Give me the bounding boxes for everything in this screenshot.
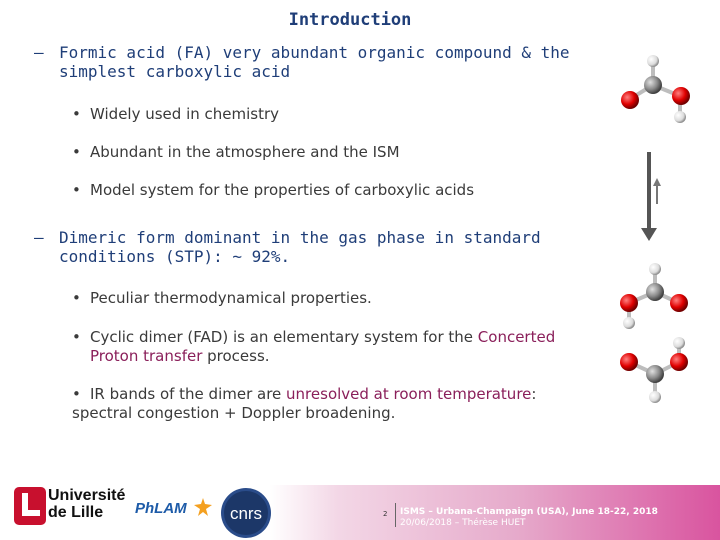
- formic-acid-dimer-image: [612, 258, 692, 408]
- date-author-line: 20/06/2018 – Thérèse HUET: [400, 518, 526, 528]
- conference-line: ISMS – Urbana-Champaign (USA), June 18-22, 2018: [400, 507, 658, 517]
- sub-point: [72, 181, 592, 200]
- hydrogen-atom: [674, 111, 686, 123]
- text-segment: IR bands of the dimer are: [90, 385, 287, 403]
- sub-point: [72, 328, 592, 366]
- sub-point: [72, 289, 592, 308]
- sub-point-text: Model system for the properties of carboxylic acids: [90, 181, 475, 199]
- hydrogen-atom: [623, 317, 635, 329]
- sub-point-text: [72, 385, 592, 423]
- footer-info: [400, 507, 710, 529]
- bullet-marker: •: [72, 385, 81, 403]
- sub-point-text: [72, 328, 592, 366]
- cnrs-logo-icon: [220, 487, 272, 539]
- hydrogen-atom: [673, 337, 685, 349]
- dash-marker: –: [34, 228, 44, 247]
- universite-de-lille-logo: [48, 487, 125, 521]
- oxygen-atom: [621, 91, 639, 109]
- sub-point: [72, 105, 592, 124]
- bullet-marker: •: [72, 143, 81, 161]
- oxygen-atom: [620, 294, 638, 312]
- highlighted-term: unresolved at room temperature: [286, 385, 532, 403]
- text-segment: Cyclic dimer (FAD) is an elementary system for the: [90, 328, 478, 346]
- bullet-marker: •: [72, 105, 81, 123]
- carbon-atom: [646, 365, 664, 383]
- highlighted-term: Concerted Proton transfer: [90, 328, 556, 365]
- carbon-atom: [644, 76, 662, 94]
- slide-title: Introduction: [288, 10, 412, 30]
- main-point-dimer: [34, 228, 594, 266]
- sub-point: [72, 385, 592, 423]
- logo-line: de Lille: [48, 504, 104, 521]
- hydrogen-atom: [649, 391, 661, 403]
- phlam-star-icon: [194, 498, 212, 516]
- main-point-text: Dimeric form dominant in the gas phase in standard conditions (STP): ~ 92%.: [59, 228, 541, 266]
- dash-marker: –: [34, 43, 44, 62]
- universite-de-lille-logo-icon: [14, 487, 46, 525]
- sub-point-text: Widely used in chemistry: [90, 105, 280, 123]
- bullet-marker: •: [72, 181, 81, 199]
- oxygen-atom: [670, 294, 688, 312]
- main-point-text: Formic acid (FA) very abundant organic compound & the simplest carboxylic acid: [59, 43, 570, 81]
- oxygen-atom: [672, 87, 690, 105]
- bullet-marker: •: [72, 289, 81, 307]
- formic-acid-monomer-image: [610, 50, 700, 130]
- text-segment: process.: [202, 347, 270, 365]
- sub-point-text: Abundant in the atmosphere and the ISM: [90, 143, 400, 161]
- text-segment: : spectral congestion + Doppler broadening.: [72, 385, 537, 422]
- bullet-marker: •: [72, 328, 81, 346]
- cnrs-logo-text: cnrs: [229, 504, 263, 523]
- hydrogen-atom: [649, 263, 661, 275]
- page-number: 2: [383, 510, 388, 518]
- sub-point-text: Peculiar thermodynamical properties.: [90, 289, 372, 307]
- phlam-logo: PhLAM: [135, 500, 187, 517]
- main-point-formic-acid: [34, 43, 594, 81]
- page-divider: [395, 503, 396, 527]
- oxygen-atom: [620, 353, 638, 371]
- logo-line: Université: [48, 487, 126, 504]
- sub-point: [72, 143, 592, 162]
- hydrogen-atom: [647, 55, 659, 67]
- oxygen-atom: [670, 353, 688, 371]
- equilibrium-arrow-icon: [630, 148, 670, 244]
- carbon-atom: [646, 283, 664, 301]
